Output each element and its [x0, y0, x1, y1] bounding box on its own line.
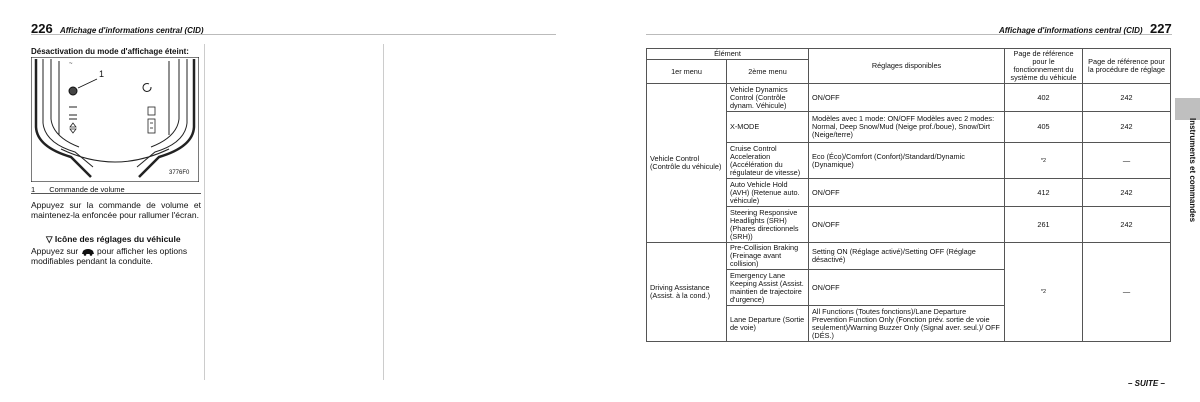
menu2-cell: Auto Vehicle Hold (AVH) (Retenue auto. véhicule) [727, 179, 809, 207]
subheading-text: Icône des réglages du véhicule [54, 234, 181, 244]
ref-function-cell: 412 [1005, 179, 1083, 207]
ref-function-cell: 261 [1005, 207, 1083, 243]
ref-procedure-cell: — [1083, 143, 1171, 179]
settings-cell: ON/OFF [809, 207, 1005, 243]
menu2-cell: Vehicle Dynamics Control (Contrôle dynam. Véhicule) [727, 84, 809, 112]
column-divider-2 [383, 44, 384, 380]
subheading-vehicle-settings [46, 234, 181, 245]
paragraph2-post: pour afficher les options modifiables pendant la conduite. [31, 246, 188, 266]
settings-cell: ON/OFF [809, 84, 1005, 112]
header-ref-function: Page de référence pour le fonctionnement du système du véhicule [1005, 49, 1083, 84]
menu2-cell: Lane Departure (Sortie de voie) [727, 306, 809, 342]
settings-cell: Setting ON (Réglage activé)/Setting OFF (Réglage désactivé) [809, 243, 1005, 270]
paragraph-volume: Appuyez sur la commande de volume et maintenez-la enfoncée pour rallumer l'écran. [31, 200, 201, 220]
menu1-vehicle-control: Vehicle Control (Contrôle du véhicule) [647, 84, 727, 243]
settings-cell: Modèles avec 1 mode: ON/OFF Modèles avec 2 modes: Normal, Deep Snow/Mud (Neige prof./boue), Snow/Dirt (Neige/terre) [809, 112, 1005, 143]
side-tab-label: Instruments et commandes [1188, 118, 1197, 223]
continued-footer: – SUITE – [1128, 379, 1165, 388]
settings-cell: ON/OFF [809, 270, 1005, 306]
svg-text:~: ~ [69, 61, 73, 67]
ref-procedure-cell: 242 [1083, 84, 1171, 112]
menu2-cell: Steering Responsive Headlights (SRH) (Phares directionnels (SRH)) [727, 207, 809, 243]
header-ref-procedure: Page de référence pour la procédure de réglage [1083, 49, 1171, 84]
ref-function-cell: 402 [1005, 84, 1083, 112]
menu1-driving-assistance: Driving Assistance (Assist. à la cond.) [647, 243, 727, 342]
subheading-marker: ▽ [46, 234, 53, 244]
column-divider-1 [204, 44, 205, 380]
section-title: Désactivation du mode d'affichage éteint: [31, 47, 189, 56]
menu2-cell: Cruise Control Acceleration (Accélération du régulateur de vitesse) [727, 143, 809, 179]
car-icon [81, 248, 95, 256]
settings-cell: ON/OFF [809, 179, 1005, 207]
menu2-cell: Emergency Lane Keeping Assist (Assist. maintien de trajectoire d'urgence) [727, 270, 809, 306]
ref-procedure-cell: — [1083, 243, 1171, 342]
ref-function-cell: 405 [1005, 112, 1083, 143]
menu2-cell: X-MODE [727, 112, 809, 143]
volume-control-figure [31, 57, 199, 182]
header-element: Élément [647, 49, 809, 60]
settings-cell: All Functions (Toutes fonctions)/Lane Departure Prevention Function Only (Fonction prév. sortie de voie seulement)/Warning Buzzer Only (Signal aver. seul.)/ OFF (DÉS.) [809, 306, 1005, 342]
table-row [647, 243, 1171, 270]
side-tab-marker [1175, 98, 1200, 120]
figure-callout: 1 [99, 69, 105, 79]
ref-procedure-cell: 242 [1083, 179, 1171, 207]
cid-display-illustration [31, 57, 199, 182]
header-menu2: 2ème menu [727, 60, 809, 84]
settings-table [646, 48, 1171, 342]
paragraph2-pre: Appuyez sur [31, 246, 79, 256]
paragraph-vehicle-icon [31, 246, 201, 266]
ref-procedure-cell: 242 [1083, 112, 1171, 143]
settings-cell: Eco (Éco)/Comfort (Confort)/Standard/Dynamic (Dynamique) [809, 143, 1005, 179]
header-menu1: 1er menu [647, 60, 727, 84]
ref-procedure-cell: 242 [1083, 207, 1171, 243]
right-page-number: 227 [1150, 21, 1172, 36]
figure-code: 3776F0 [169, 170, 190, 176]
ref-function-cell: *2 [1005, 143, 1083, 179]
right-page-header-title: Affichage d'informations central (CID) [999, 26, 1143, 35]
menu2-cell: Pre-Collision Braking (Freinage avant collision) [727, 243, 809, 270]
header-settings: Réglages disponibles [809, 49, 1005, 84]
ref-function-cell: *2 [1005, 243, 1083, 342]
caption-rule [31, 193, 201, 194]
table-row [647, 84, 1171, 112]
left-header-rule [31, 34, 556, 35]
caption-text: Commande de volume [49, 185, 125, 194]
left-page-header-title: Affichage d'informations central (CID) [60, 26, 204, 35]
caption-number: 1 [31, 185, 36, 194]
left-page-number: 226 [31, 21, 53, 36]
